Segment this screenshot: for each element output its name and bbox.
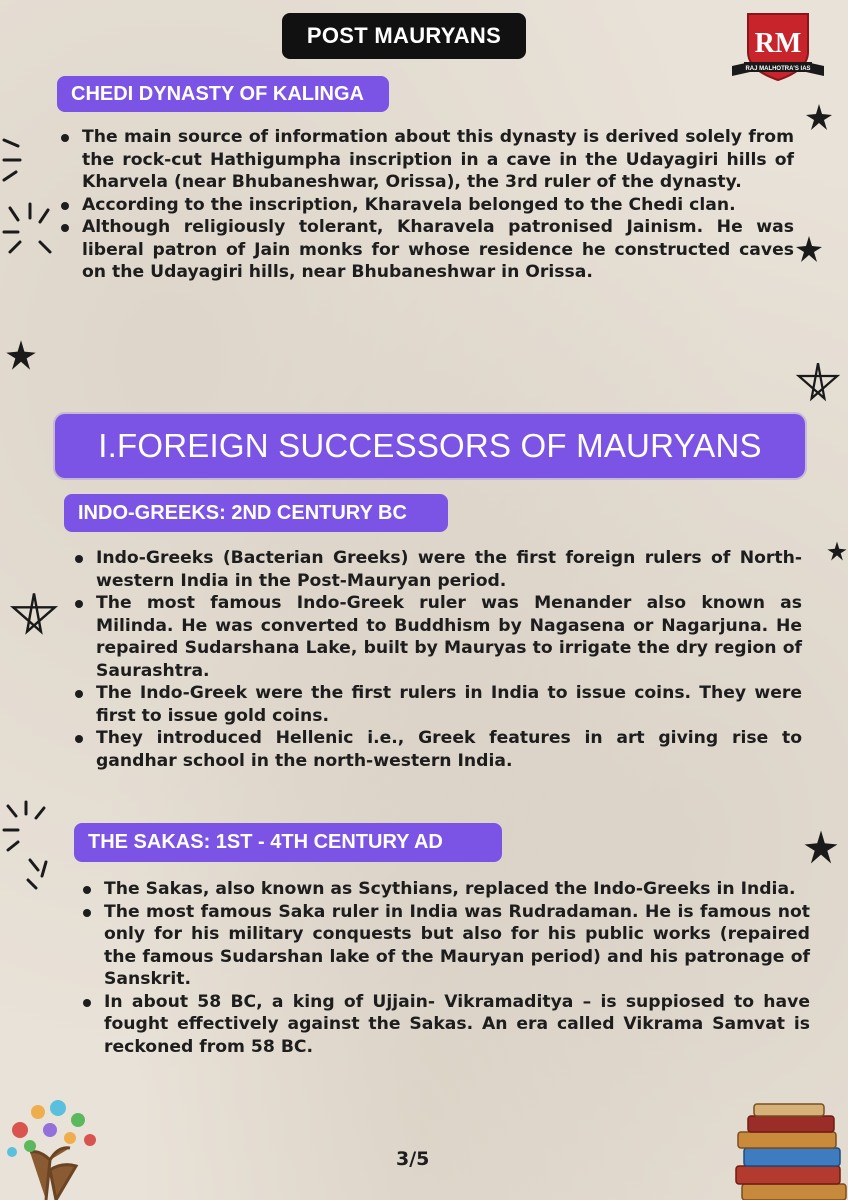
star-icon	[804, 102, 834, 132]
bullet-icon	[75, 600, 83, 608]
logo-monogram: RM	[754, 28, 802, 59]
bullet-icon	[83, 999, 91, 1007]
books-illustration	[728, 1100, 848, 1200]
bullet-icon	[61, 202, 69, 210]
star-icon	[794, 234, 824, 264]
list-item: The Sakas, also known as Scythians, replaced the Indo-Greeks in India.	[80, 878, 810, 901]
sakas-points	[80, 878, 810, 1058]
sparkle-icon	[0, 200, 58, 262]
bullet-icon	[75, 555, 83, 563]
star-icon	[802, 828, 840, 866]
list-item: They introduced Hellenic i.e., Greek features in art giving rise to gandhar school in the north-western India.	[72, 727, 802, 772]
list-item: The most famous Indo-Greek ruler was Menander also known as Milinda. He was converted to Buddhism by Nagasena or Nagarjuna. He repaired Sudarshana Lake, built by Mauryas to irrigate the dry region of Saurashtra.	[72, 592, 802, 682]
sakas-heading: THE SAKAS: 1ST - 4TH CENTURY AD	[74, 823, 502, 862]
bullet-icon	[83, 886, 91, 894]
list-item: The most famous Saka ruler in India was Rudradaman. He is famous not only for his military conquests but also for his public works (repaired the famous Sudarshan lake of the Mauryan period) and his patronage of Sanskrit.	[80, 901, 810, 991]
list-item: Indo-Greeks (Bacterian Greeks) were the first foreign rulers of North-western India in the Post-Mauryan period.	[72, 547, 802, 592]
bullet-icon	[61, 134, 69, 142]
bullet-icon	[61, 224, 69, 232]
sparkle-icon	[0, 800, 56, 896]
indo-greeks-points	[72, 547, 802, 772]
chedi-heading: CHEDI DYNASTY OF KALINGA	[57, 76, 389, 112]
star-icon	[4, 338, 38, 372]
page-title: POST MAURYANS	[282, 13, 526, 59]
section-heading: I.FOREIGN SUCCESSORS OF MAURYANS	[55, 414, 805, 478]
tree-illustration	[0, 1090, 110, 1200]
list-item: Although religiously tolerant, Kharavela patronised Jainism. He was liberal patron of Jain monks for whose residence he constructed caves on the Udayagiri hills, near Bhubaneshwar in Orissa.	[58, 216, 794, 284]
brand-logo	[730, 8, 826, 88]
star-outline-icon	[8, 590, 60, 642]
list-item: The main source of information about this dynasty is derived solely from the rock-cut Hathigumpha inscription in a cave in the Udayagiri hills of Kharvela (near Bhubaneshwar, Orissa), the 3rd ruler of the dynasty.	[58, 126, 794, 194]
list-item: In about 58 BC, a king of Ujjain- Vikramaditya – is suppiosed to have fought effectively against the Sakas. An era called Vikrama Samvat is reckoned from 58 BC.	[80, 991, 810, 1059]
list-item: According to the inscription, Kharavela belonged to the Chedi clan.	[58, 194, 794, 217]
chedi-points	[58, 126, 794, 284]
list-item: The Indo-Greek were the first rulers in India to issue coins. They were first to issue gold coins.	[72, 682, 802, 727]
logo-caption: RAJ MALHOTRA'S IAS	[745, 66, 811, 72]
star-icon	[826, 538, 848, 564]
bullet-icon	[83, 909, 91, 917]
sparkle-icon	[0, 130, 30, 200]
indo-greeks-heading: INDO-GREEKS: 2ND CENTURY BC	[64, 494, 448, 532]
star-outline-icon	[794, 360, 842, 408]
bullet-icon	[75, 690, 83, 698]
bullet-icon	[75, 735, 83, 743]
page-number: 3/5	[396, 1148, 430, 1170]
